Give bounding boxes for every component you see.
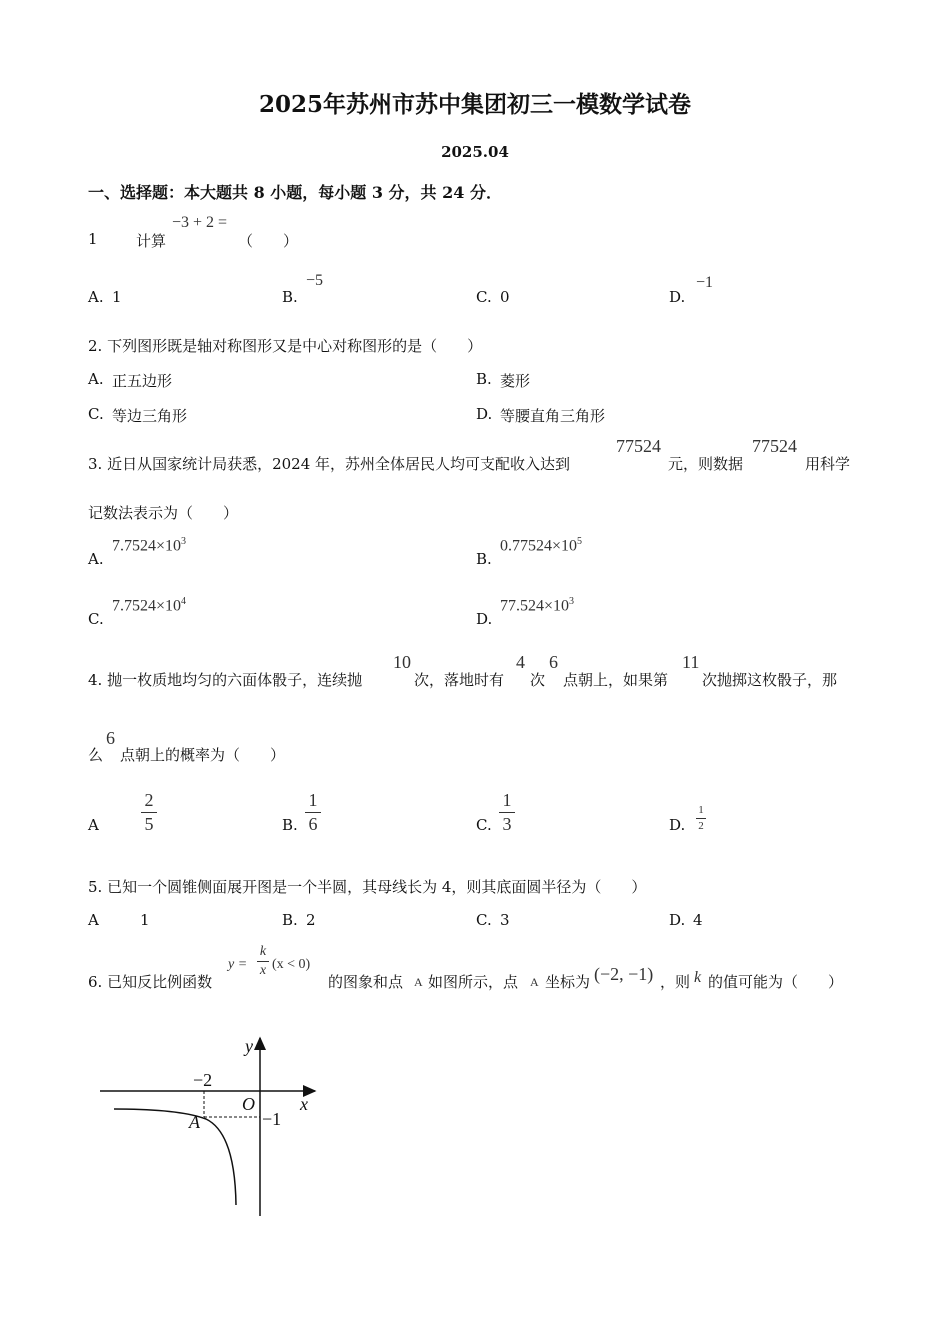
option-label: D. — [669, 911, 686, 929]
question-text: 4. 抛一枚质地均匀的六面体骰子，连续抛 — [88, 671, 363, 689]
math-number: 6 — [106, 728, 115, 748]
option-label: B. — [476, 370, 492, 388]
math-number: 77524 — [616, 436, 661, 456]
function-graph — [90, 1030, 330, 1230]
option-value: 0 — [500, 288, 510, 306]
option-value: 等边三角形 — [112, 407, 188, 425]
option-label: C. — [476, 288, 492, 306]
question-text: 么 — [88, 746, 104, 764]
option-value: $0.77524\times 10^5$ — [500, 536, 583, 555]
question-text: 次 — [530, 671, 546, 689]
answer-paren: （ ） — [238, 232, 299, 250]
math-number: 6 — [549, 652, 558, 672]
option-value: 4 — [693, 911, 703, 929]
question-text: 计算 — [136, 232, 167, 250]
option-label: A. — [88, 550, 104, 568]
option-value: 1 — [112, 288, 122, 306]
option-fraction: 1 3 — [499, 790, 515, 834]
math-fraction: k x — [257, 944, 269, 979]
option-value: −5 — [306, 272, 324, 289]
question-text: 元，则数据 — [668, 455, 744, 473]
origin-label: O — [242, 1094, 255, 1114]
option-label: A — [88, 816, 99, 834]
option-value: $7.7524\times 10^4$ — [112, 596, 187, 615]
option-label: A. — [88, 288, 104, 306]
option-value: $7.7524\times 10^3$ — [112, 536, 187, 555]
math-number: 10 — [393, 652, 411, 672]
option-value: −1 — [696, 274, 714, 291]
option-value: 2 — [306, 911, 316, 929]
option-fraction: 1 2 — [696, 804, 706, 832]
math-expression: (x < 0) — [272, 957, 311, 972]
option-label: C. — [88, 405, 104, 423]
math-symbol: A — [530, 975, 539, 989]
option-label: C. — [88, 610, 104, 628]
question-text: 用科学 — [805, 455, 851, 473]
option-fraction: 1 6 — [305, 790, 321, 834]
option-label: D. — [669, 816, 686, 834]
math-symbol: A — [414, 975, 423, 989]
question-text: 如图所示，点 — [428, 973, 519, 991]
option-label: D. — [669, 288, 686, 306]
math-expression: −3 + 2 = — [172, 214, 228, 231]
question-number: 1 — [88, 230, 98, 248]
y-tick-label: −1 — [262, 1109, 282, 1129]
option-value: 菱形 — [500, 372, 531, 390]
x-tick-label: −2 — [193, 1070, 213, 1090]
option-label: B. — [282, 288, 298, 306]
option-label: C. — [476, 911, 492, 929]
math-number: 4 — [516, 652, 525, 672]
option-label: B. — [476, 550, 492, 568]
hyperbola-curve — [114, 1109, 236, 1205]
page-title: 2025年苏州市苏中集团初三一模数学试卷 — [258, 91, 691, 118]
option-label: B. — [282, 816, 298, 834]
option-fraction: 2 5 — [141, 790, 157, 834]
option-label: D. — [476, 610, 493, 628]
option-label: B. — [282, 911, 298, 929]
question-text: 次抛掷这枚骰子，那 — [702, 671, 838, 689]
y-axis-label: y — [245, 1036, 253, 1056]
option-label: C. — [476, 816, 492, 834]
math-expression: y = — [228, 957, 248, 972]
math-number: 77524 — [752, 436, 797, 456]
option-value: $77.524\times 10^3$ — [500, 596, 575, 615]
math-number: 11 — [682, 652, 700, 672]
option-value: 3 — [500, 911, 510, 929]
question-text: 2. 下列图形既是轴对称图形又是中心对称图形的是（ ） — [88, 337, 483, 355]
question-text: 坐标为 — [545, 973, 591, 991]
question-text: 点朝上，如果第 — [563, 671, 669, 689]
question-text: 记数法表示为（ ） — [88, 504, 239, 522]
point-a-label: A — [189, 1112, 200, 1132]
question-text: 6. 已知反比例函数 — [88, 973, 213, 991]
option-value: 正五边形 — [112, 372, 173, 390]
math-expression: (−2, −1) — [594, 964, 654, 984]
question-text: 次，落地时有 — [414, 671, 505, 689]
question-text: 5. 已知一个圆锥侧面展开图是一个半圆，其母线长为 4，则其底面圆半径为（ ） — [88, 878, 647, 896]
option-value: 等腰直角三角形 — [500, 407, 606, 425]
question-text: 点朝上的概率为（ ） — [120, 746, 286, 764]
section-heading: 一、选择题：本大题共 8 小题，每小题 3 分，共 24 分． — [88, 183, 502, 202]
question-text: 3. 近日从国家统计局获悉，2024 年，苏州全体居民人均可支配收入达到 — [88, 455, 571, 473]
exam-date: 2025.04 — [441, 143, 509, 161]
question-text: ，则 — [660, 973, 691, 991]
math-symbol: k — [694, 969, 702, 986]
question-text: 的图象和点 — [328, 973, 404, 991]
x-axis-label: x — [300, 1094, 308, 1114]
option-value: 1 — [140, 911, 150, 929]
option-label: A — [88, 911, 99, 929]
option-label: A. — [88, 370, 104, 388]
question-text: 的值可能为（ ） — [708, 973, 844, 991]
option-label: D. — [476, 405, 493, 423]
